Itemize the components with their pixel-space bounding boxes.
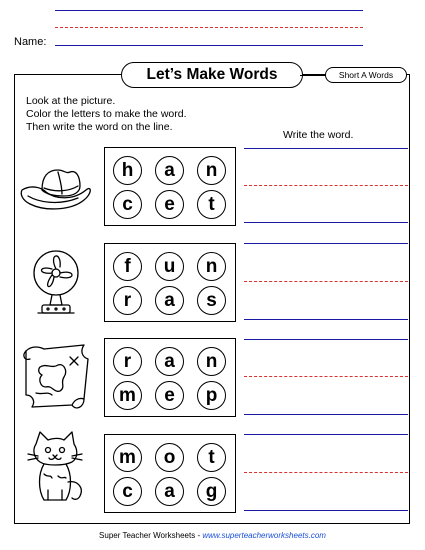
letter-circle[interactable]: r [113,347,142,376]
footer-link[interactable]: www.superteacherworksheets.com [202,531,326,540]
letter-circle[interactable]: m [113,381,142,410]
write-guide-line [244,281,408,282]
letter-box [104,243,236,322]
letter-circle[interactable]: e [155,381,184,410]
letter-circle[interactable]: r [113,286,142,315]
write-guide-line [244,376,408,377]
write-line[interactable] [244,243,408,244]
write-line[interactable] [244,148,408,149]
write-guide-line [244,472,408,473]
letter-circle[interactable]: u [155,252,184,281]
letter-circle[interactable]: a [155,156,184,185]
write-line[interactable] [244,510,408,511]
cat-picture [18,430,94,506]
letter-circle[interactable]: a [155,477,184,506]
instruction-line: Look at the picture. [26,95,116,107]
instruction-line: Color the letters to make the word. [26,108,187,120]
letter-box [104,434,236,513]
name-line[interactable] [55,45,363,46]
write-line[interactable] [244,319,408,320]
write-line[interactable] [244,434,408,435]
letter-circle[interactable]: m [113,443,142,472]
write-line[interactable] [244,339,408,340]
tag-connector [300,75,326,76]
name-label: Name: [14,36,47,48]
write-the-word-label: Write the word. [283,129,354,141]
letter-circle[interactable]: p [197,381,226,410]
letter-circle[interactable]: n [197,252,226,281]
letter-circle[interactable]: t [197,190,226,219]
letter-circle[interactable]: t [197,443,226,472]
letter-circle[interactable]: n [197,347,226,376]
topic-tag: Short A Words [325,67,407,83]
letter-circle[interactable]: f [113,252,142,281]
letter-circle[interactable]: c [113,190,142,219]
map-picture [18,337,94,413]
fan-picture [18,243,94,319]
write-guide-line [244,185,408,186]
top-dashed-line [55,27,363,28]
letter-circle[interactable]: n [197,156,226,185]
page-title: Let’s Make Words [121,62,303,88]
instructions [26,95,187,134]
letter-circle[interactable]: s [197,286,226,315]
letter-circle[interactable]: a [155,347,184,376]
letter-circle[interactable]: h [113,156,142,185]
top-blue-line [55,10,363,11]
write-line[interactable] [244,222,408,223]
footer [0,531,425,540]
letter-circle[interactable]: g [197,477,226,506]
cowboy-hat-picture [18,150,94,226]
footer-text: Super Teacher Worksheets - [99,531,203,540]
letter-circle[interactable]: e [155,190,184,219]
letter-box [104,338,236,417]
letter-box [104,147,236,226]
letter-circle[interactable]: o [155,443,184,472]
letter-circle[interactable]: a [155,286,184,315]
letter-circle[interactable]: c [113,477,142,506]
write-line[interactable] [244,414,408,415]
instruction-line: Then write the word on the line. [26,121,173,133]
